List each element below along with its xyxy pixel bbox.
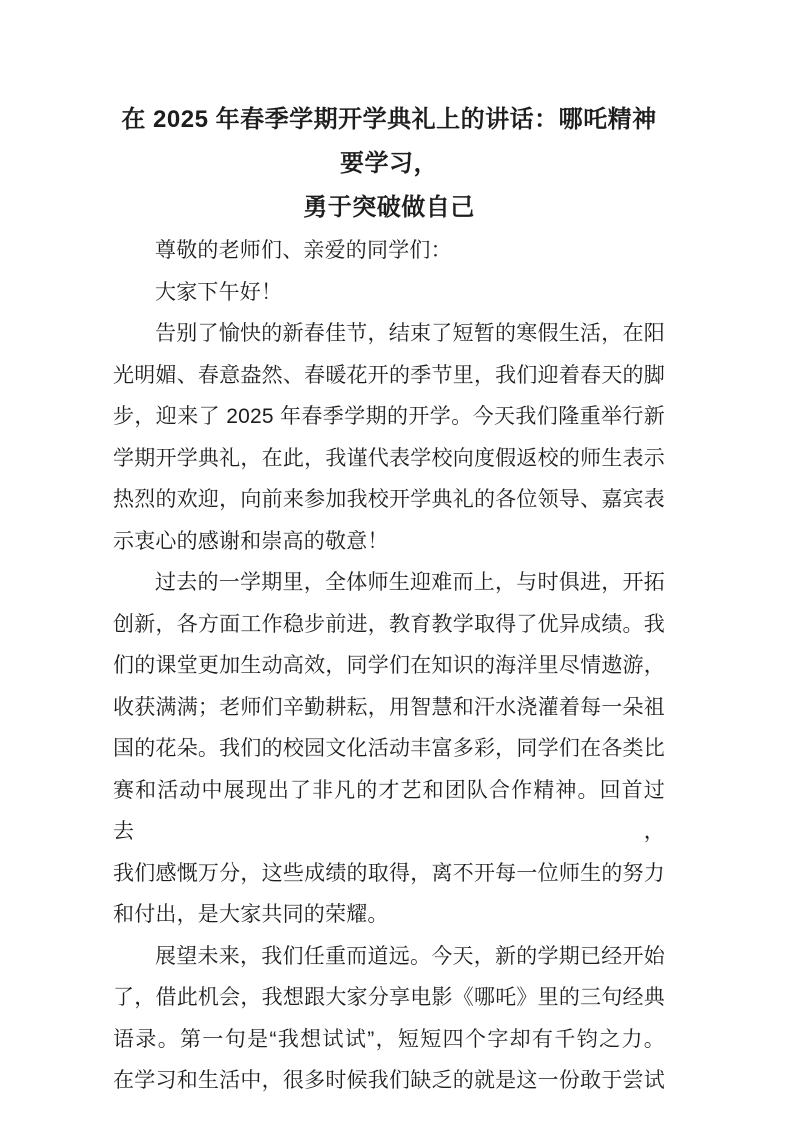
text-line: 展望未来，我们任重而道远。今天，新的学期已经开始 bbox=[155, 944, 665, 968]
text-line: 过去的一学期里，全体师生迎难而上，与时俱进，开拓 bbox=[155, 571, 665, 594]
text-line: 创新，各方面工作稳步前进，教育教学取得了优异成绩。我 bbox=[113, 612, 665, 636]
text-line: 大家下午好！ bbox=[155, 280, 283, 304]
text-line: 示衷心的感谢和崇高的敬意！ bbox=[113, 529, 389, 553]
text-line: 告别了愉快的新春佳节，结束了短暂的寒假生活，在阳 bbox=[155, 322, 665, 345]
text-line: 热烈的欢迎，向前来参加我校开学典礼的各位领导、嘉宾表 bbox=[113, 488, 665, 511]
title-line: 勇于突破做自己 bbox=[303, 194, 475, 221]
text-line: 我们感慨万分，这些成绩的取得，离不开每一位师生的努力 bbox=[113, 861, 665, 885]
text-line: 尊敬的老师们、亲爱的同学们： bbox=[155, 239, 452, 262]
text-line: 们的课堂更加生动高效，同学们在知识的海洋里尽情遨游， bbox=[113, 654, 665, 677]
text-line: 步，迎来了 2025 年春季学期的开学。今天我们隆重举行新 bbox=[113, 405, 665, 428]
text-line: 了，借此机会，我想跟大家分享电影《哪吒》里的三句经典 bbox=[113, 986, 665, 1009]
title-line: 在 2025 年春季学期开学典礼上的讲话：哪吒精神要学习， bbox=[121, 106, 657, 177]
text-line: 光明媚、春意盎然、春暖花开的季节里，我们迎着春天的脚 bbox=[113, 363, 665, 387]
text-line: 学期开学典礼，在此，我谨代表学校向度假返校的师生表示 bbox=[113, 446, 665, 470]
document-body bbox=[113, 230, 665, 1102]
text-line: 收获满满；老师们辛勤耕耘，用智慧和汗水浇灌着每一朵祖 bbox=[113, 695, 665, 719]
paragraph bbox=[113, 313, 665, 562]
text-line: 在学习和生活中，很多时候我们缺乏的就是这一份敢于尝试 bbox=[113, 1069, 665, 1092]
document-title bbox=[113, 98, 665, 230]
text-line: 赛和活动中展现出了非凡的才艺和团队合作精神。回首过去， bbox=[113, 778, 665, 843]
paragraph bbox=[113, 272, 665, 314]
paragraph bbox=[113, 230, 665, 272]
text-line: 语录。第一句是“我想试试”，短短四个字却有千钧之力。 bbox=[113, 1027, 665, 1051]
paragraph bbox=[113, 562, 665, 936]
text-line: 国的花朵。我们的校园文化活动丰富多彩，同学们在各类比 bbox=[113, 737, 665, 760]
paragraph bbox=[113, 936, 665, 1102]
text-line: 和付出，是大家共同的荣耀。 bbox=[113, 903, 389, 926]
